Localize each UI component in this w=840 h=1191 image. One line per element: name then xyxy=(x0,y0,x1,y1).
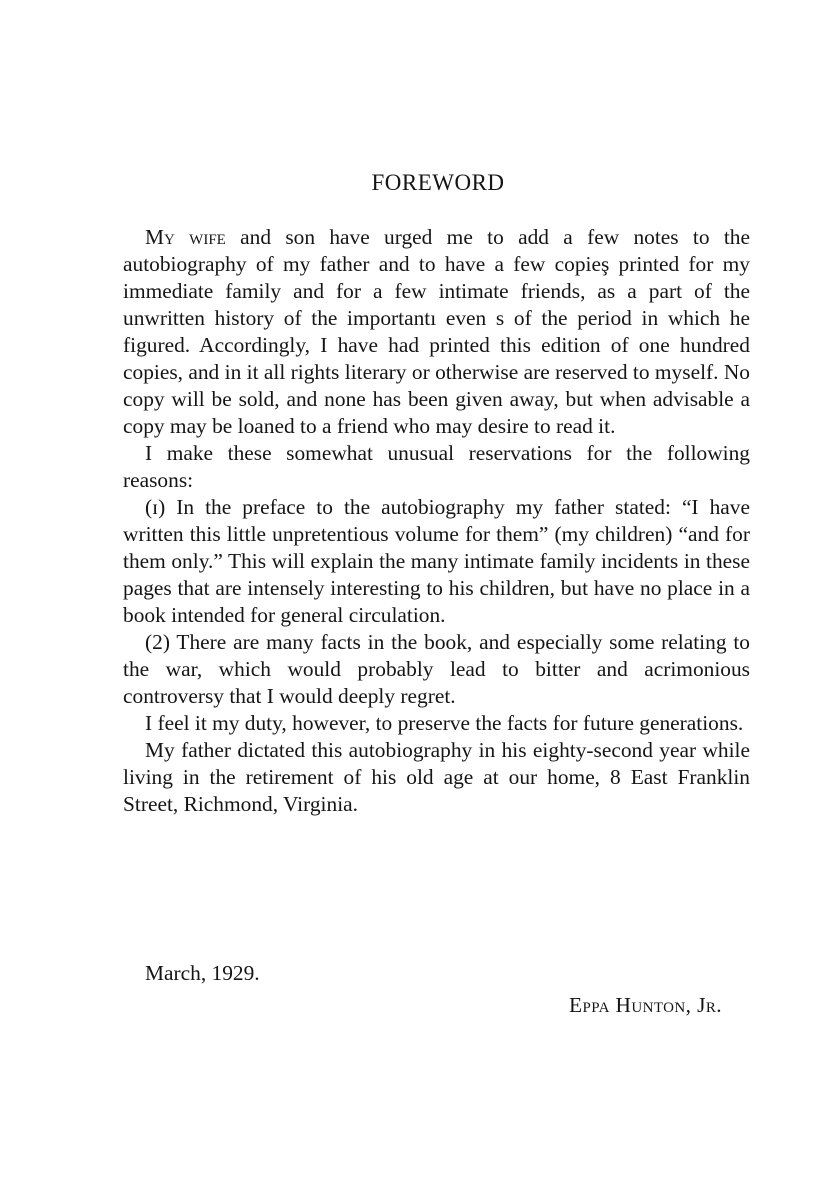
paragraph-1 xyxy=(123,224,750,440)
foreword-body xyxy=(123,224,750,818)
paragraph-text: My father dictated this autobiography in his eighty-second year while living in the retirement of his old age at our home, 8 East Franklin Street, Richmond, Virginia. xyxy=(123,738,750,816)
paragraph-text: I make these somewhat unusual reservations for the following reasons: xyxy=(123,441,750,492)
paragraph-6 xyxy=(123,737,750,818)
paragraph-text: (2) There are many facts in the book, and especially some relating to the war, which would probably lead to bitter and acrimonious controversy that I would deeply regret. xyxy=(123,630,750,708)
paragraph-lead: My wife xyxy=(145,225,226,249)
paragraph-5 xyxy=(123,710,750,737)
paragraph-text: (ɪ) In the preface to the autobiography my father stated: “I have written this little unpretentious volume for them” (my children) “and for them only.” This will explain the many intimate family incidents in these pages that are intensely interesting to his children, but have no place in a book intended for general circulation. xyxy=(123,495,750,627)
page-title: FOREWORD xyxy=(371,170,505,195)
paragraph-text: I feel it my duty, however, to preserve the facts for future generations. xyxy=(145,711,744,735)
paragraph-4 xyxy=(123,629,750,710)
paragraph-2 xyxy=(123,440,750,494)
paragraph-text: and son have urged me to add a few notes to the autobiography of my father and to have a few copieş printed for my immediate family and for a few intimate friends, as a part of the unwritten history of the importantı even s of the period in which he figured. Accordingly, I have had printed this edition of one hundred copies, and in it all rights literary or otherwise are reserved to myself. No copy will be sold, and none has been given away, but when advisable a copy may be loaned to a friend who may desire to read it. xyxy=(123,225,751,438)
date-line: March, 1929. xyxy=(145,961,260,985)
paragraph-3 xyxy=(123,494,750,629)
signature: Eppa Hunton, Jr. xyxy=(569,993,722,1017)
